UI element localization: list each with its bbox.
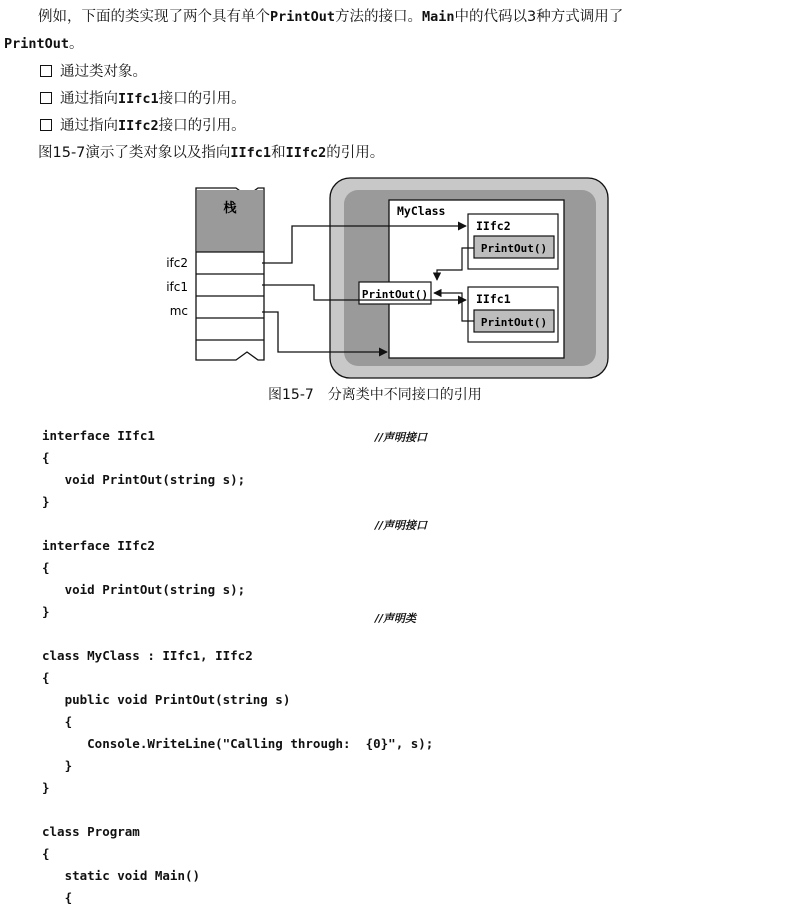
- stack-label: 栈: [223, 201, 237, 216]
- heap: [330, 178, 608, 378]
- summary-text-b: 和: [271, 145, 286, 161]
- stack-header-fill: [197, 190, 263, 252]
- bullet-text-end: 接口的引用。: [158, 91, 246, 107]
- code-comment-2: //声明接口: [375, 519, 428, 532]
- code-comment-3: //声明类: [375, 612, 417, 625]
- iifc1-label: IIfc1: [476, 292, 511, 306]
- summary-code-1: IIfc1: [230, 145, 272, 161]
- ref-label-ifc1: ifc1: [166, 280, 188, 294]
- figure-15-7-diagram: [0, 0, 786, 400]
- ref-label-ifc2: ifc2: [166, 256, 188, 270]
- bullet-code: IIfc2: [118, 118, 159, 134]
- summary-text-a: 图15-7演示了类对象以及指向: [38, 145, 231, 161]
- intro-code-printout-2: PrintOut: [4, 36, 70, 52]
- iifc2-printout-label: PrintOut(): [480, 242, 548, 255]
- intro-period: 。: [69, 36, 84, 52]
- summary-code-2: IIfc2: [285, 145, 327, 161]
- bullet-text: 通过类对象。: [60, 64, 147, 80]
- summary-text-c: 的引用。: [326, 145, 385, 161]
- intro-code-main: Main: [422, 9, 455, 25]
- code-comment-1: //声明接口: [375, 431, 428, 444]
- class-printout-label: PrintOut(): [361, 288, 429, 301]
- bullet-text: 通过指向: [60, 91, 118, 107]
- stack: [166, 188, 264, 360]
- ref-label-mc: mc: [169, 304, 188, 318]
- bullet-text-end: 接口的引用。: [158, 118, 246, 134]
- myclass-label: MyClass: [397, 204, 446, 218]
- intro-text-b: 方法的接口。: [335, 9, 423, 25]
- intro-text-c: 中的代码以3种方式调用了: [454, 9, 624, 25]
- intro-text-a: 例如，下面的类实现了两个具有单个: [38, 9, 270, 25]
- bullet-text: 通过指向: [60, 118, 118, 134]
- intro-code-printout: PrintOut: [270, 9, 336, 25]
- iifc2-label: IIfc2: [476, 219, 511, 233]
- code-listing: interface IIfc1 { void PrintOut(string s); } interface IIfc2 { void PrintOut(string s); } class MyClass : IIfc1, IIfc2 { public void PrintOut(string s) { Console.WriteLine("Calling through: {0}", s); } } class Program { static void Main() {: [42, 428, 434, 905]
- figure-caption: 图15-7 分离类中不同接口的引用: [268, 387, 482, 403]
- iifc1-printout-label: PrintOut(): [480, 316, 548, 329]
- bullet-code: IIfc1: [118, 91, 159, 107]
